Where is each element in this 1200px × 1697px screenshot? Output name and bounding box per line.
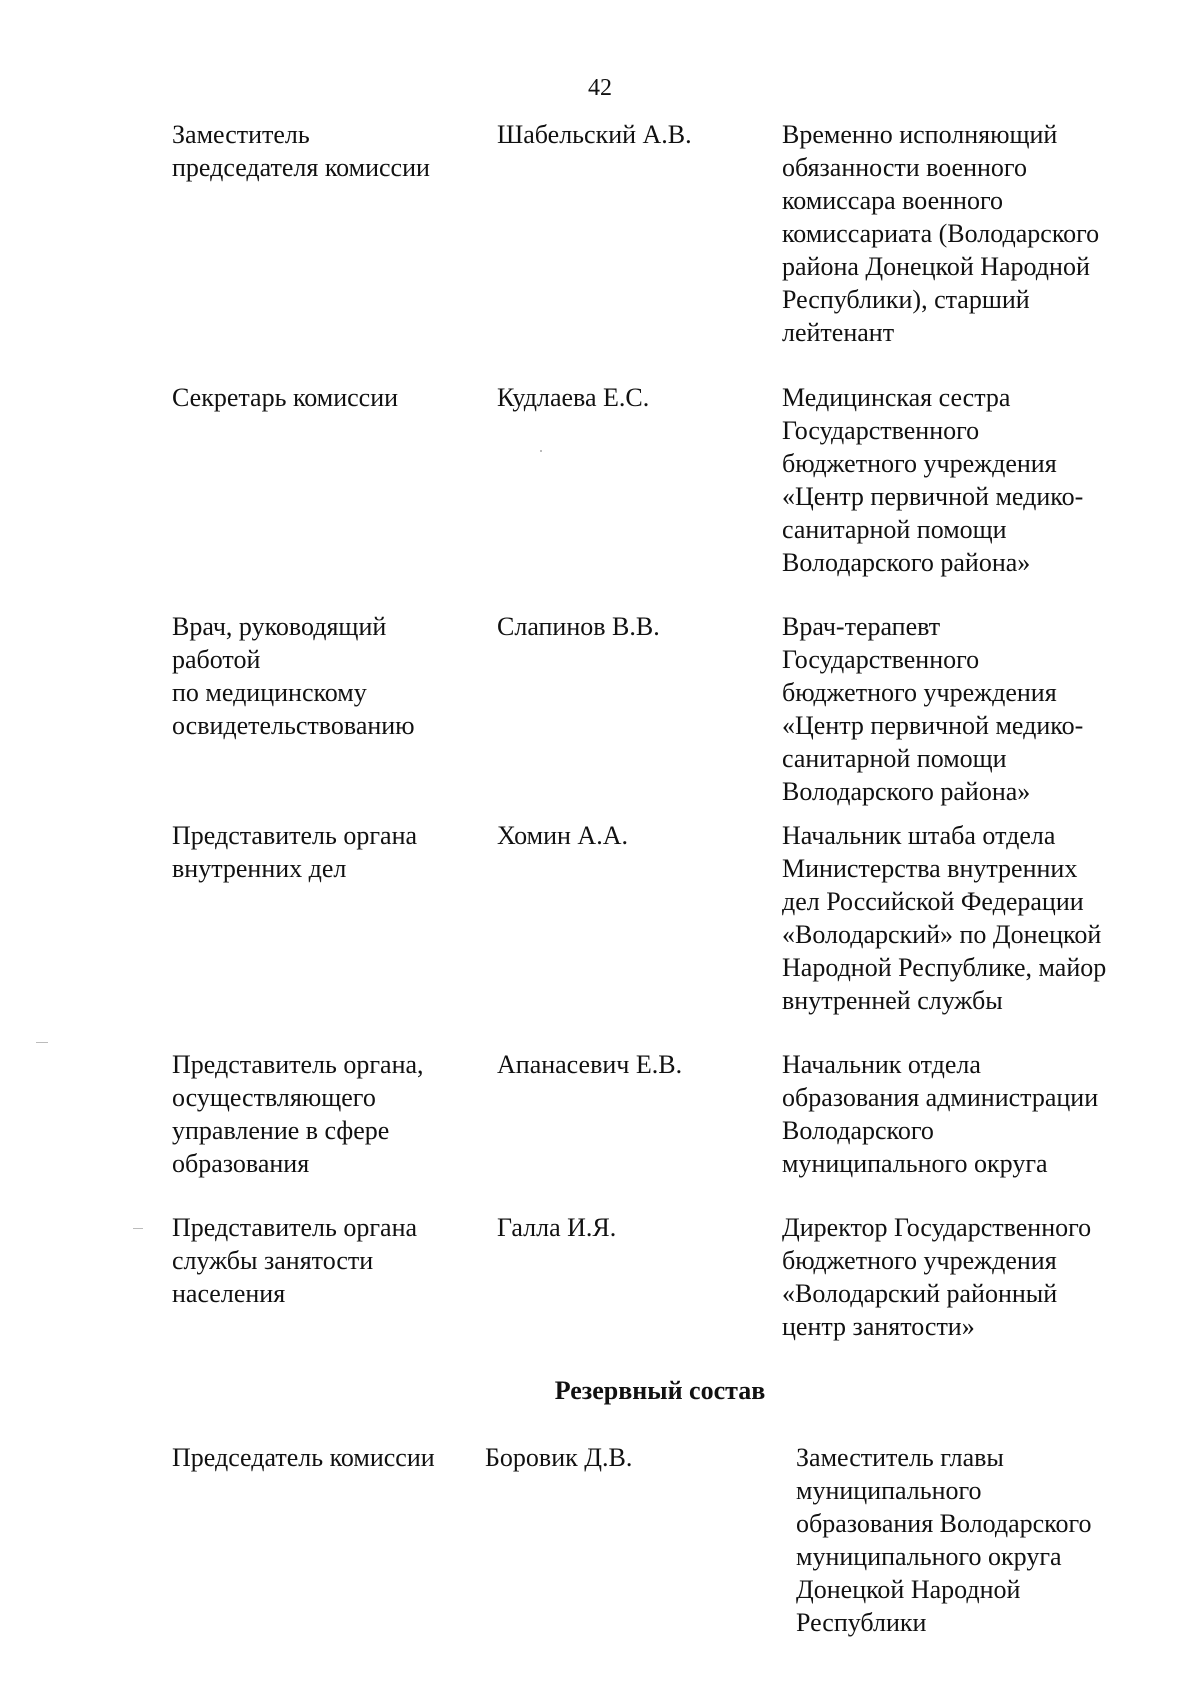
description-line: Министерства внутренних [782,854,1078,883]
description-line: «Володарский районный [782,1279,1058,1308]
member-name: Хомин А.А. [497,821,628,850]
description-line: образования Володарского [796,1509,1092,1538]
member-role [172,1441,472,1474]
role-line: управление в сфере [172,1116,390,1145]
description-line: муниципального округа [782,1149,1048,1178]
description-line: Заместитель главы [796,1443,1004,1472]
description-line: бюджетного учреждения [782,449,1057,478]
scan-speck [540,450,542,452]
page-number: 42 [588,75,612,101]
member-name: Слапинов В.В. [497,612,660,641]
description-line: Володарского [782,1116,934,1145]
member-name: Галла И.Я. [497,1213,617,1242]
role-line: Секретарь комиссии [172,383,399,412]
description-line: «Центр первичной медико- [782,711,1084,740]
member-description [782,1048,1152,1180]
description-line: Временно исполняющий [782,120,1058,149]
role-line: Представитель органа [172,1213,418,1242]
member-name: Кудлаева Е.С. [497,383,650,412]
description-line: санитарной помощи [782,515,1007,544]
member-description [782,1211,1152,1343]
role-line: Представитель органа, [172,1050,424,1079]
member-role [172,1048,482,1180]
description-line: района Донецкой Народной [782,252,1090,281]
description-line: лейтенант [782,318,895,347]
role-line: работой [172,645,261,674]
member-role [172,381,482,414]
member-description [782,381,1152,579]
description-line: бюджетного учреждения [782,1246,1057,1275]
role-line: председателя комиссии [172,153,430,182]
description-line: Республики [796,1608,927,1637]
role-line: освидетельствованию [172,711,415,740]
scan-speck [36,1042,48,1043]
member-name: Шабельский А.В. [497,120,692,149]
role-line: Председатель комиссии [172,1443,435,1472]
description-line: Врач-терапевт [782,612,941,641]
role-line: внутренних дел [172,854,347,883]
member-role [172,819,482,885]
description-line: внутренней службы [782,986,1003,1015]
description-line: Начальник отдела [782,1050,981,1079]
description-line: дел Российской Федерации [782,887,1084,916]
reserve-heading: Резервный состав [554,1376,766,1405]
role-line: образования [172,1149,310,1178]
description-line: Володарского района» [782,548,1031,577]
role-line: Врач, руководящий [172,612,387,641]
role-line: Заместитель [172,120,310,149]
description-line: Начальник штаба отдела [782,821,1056,850]
role-line: Представитель органа [172,821,418,850]
description-line: комиссара военного [782,186,1003,215]
member-description [782,118,1152,349]
description-line: Директор Государственного [782,1213,1092,1242]
description-line: обязанности военного [782,153,1027,182]
role-line: осуществляющего [172,1083,376,1112]
member-name: Боровик Д.В. [485,1443,633,1472]
role-line: населения [172,1279,286,1308]
description-line: Республики), старший [782,285,1030,314]
description-line: центр занятости» [782,1312,975,1341]
member-role [172,1211,482,1310]
description-line: муниципального [796,1476,982,1505]
description-line: Государственного [782,645,980,674]
role-line: службы занятости [172,1246,374,1275]
scan-speck [133,1228,143,1229]
description-line: Володарского района» [782,777,1031,806]
member-role [172,610,482,742]
role-line: по медицинскому [172,678,367,707]
description-line: бюджетного учреждения [782,678,1057,707]
description-line: Донецкой Народной [796,1575,1021,1604]
description-line: Народной Республике, майор [782,953,1107,982]
member-name: Апанасевич Е.В. [497,1050,683,1079]
member-description [796,1441,1166,1639]
description-line: санитарной помощи [782,744,1007,773]
member-description [782,819,1152,1017]
member-description [782,610,1152,808]
description-line: «Володарский» по Донецкой [782,920,1102,949]
description-line: «Центр первичной медико- [782,482,1084,511]
description-line: комиссариата (Володарского [782,219,1100,248]
description-line: Медицинская сестра [782,383,1011,412]
member-role [172,118,482,184]
description-line: муниципального округа [796,1542,1062,1571]
description-line: образования администрации [782,1083,1099,1112]
description-line: Государственного [782,416,980,445]
